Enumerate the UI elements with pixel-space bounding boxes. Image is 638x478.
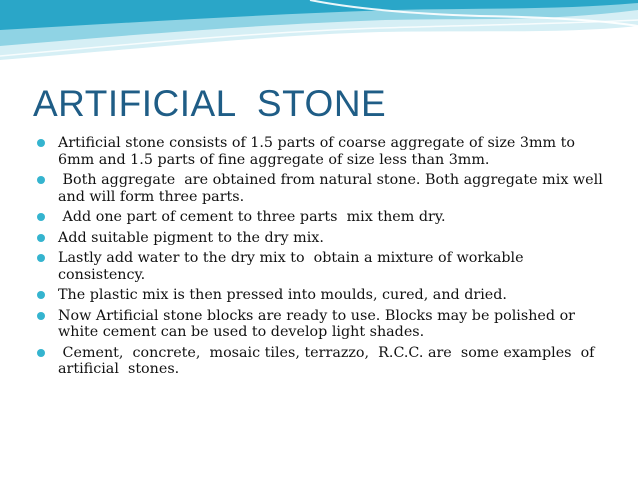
bullet-item bbox=[37, 250, 607, 283]
bullet-text: Now Artificial stone blocks are ready to use. Blocks may be polished or white cement can be used to develop light shades. bbox=[58, 307, 580, 340]
bullet-item bbox=[37, 230, 607, 247]
bullet-text: Add suitable pigment to the dry mix. bbox=[58, 229, 324, 246]
bullet-dot-icon bbox=[37, 254, 45, 262]
bullet-item bbox=[37, 287, 607, 304]
header-wave-decoration bbox=[0, 0, 638, 80]
bullet-text: Both aggregate are obtained from natural stone. Both aggregate mix well and will form three parts. bbox=[58, 172, 612, 205]
bullet-item bbox=[37, 345, 607, 378]
bullet-dot-icon bbox=[37, 291, 45, 299]
bullet-text: Artificial stone consists of 1.5 parts of coarse aggregate of size 3mm to 6mm and 1.5 parts of fine aggregate of size less than 3mm. bbox=[58, 135, 580, 168]
bullet-text: The plastic mix is then pressed into moulds, cured, and dried. bbox=[58, 287, 507, 303]
bullet-item bbox=[37, 308, 607, 341]
bullet-dot-icon bbox=[37, 139, 45, 147]
bullet-text: Add one part of cement to three parts mix them dry. bbox=[58, 209, 446, 225]
bullet-item bbox=[37, 172, 612, 205]
bullet-dot-icon bbox=[37, 213, 45, 221]
bullet-dot-icon bbox=[37, 176, 45, 184]
bullet-text: Lastly add water to the dry mix to obtain a mixture of workable consistency. bbox=[58, 250, 529, 283]
bullet-dot-icon bbox=[37, 234, 45, 242]
bullet-item bbox=[37, 135, 607, 168]
bullet-item bbox=[37, 209, 607, 226]
bullet-dot-icon bbox=[37, 312, 45, 320]
bullet-list bbox=[37, 135, 612, 382]
bullet-dot-icon bbox=[37, 349, 45, 357]
slide-title: ARTIFICIAL STONE bbox=[33, 83, 387, 124]
bullet-text: Cement, concrete, mosaic tiles, terrazzo, R.C.C. are some examples of artificial stones. bbox=[58, 344, 600, 377]
